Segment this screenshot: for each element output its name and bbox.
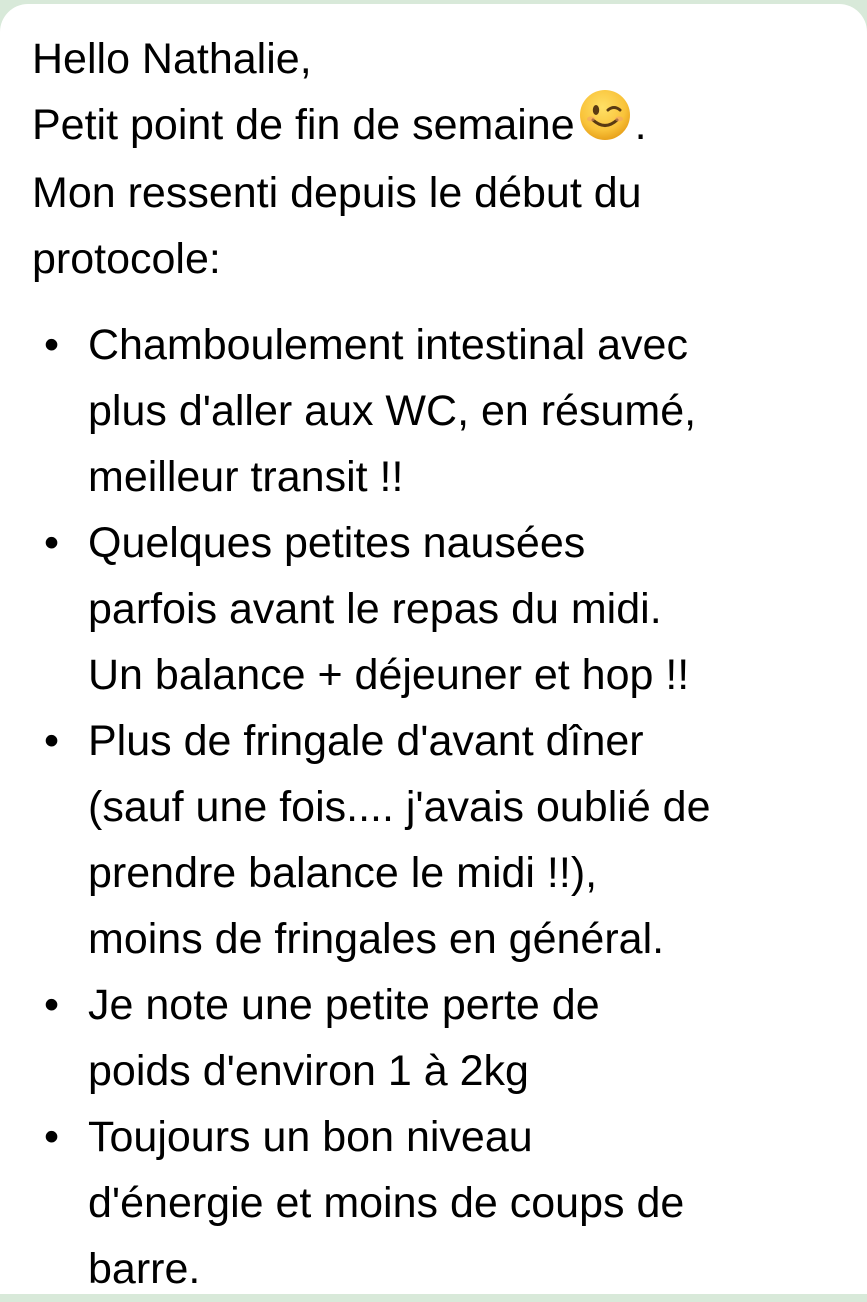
list-item-line: prendre balance le midi !!), [88, 849, 598, 898]
greeting-text: Hello Nathalie, [32, 35, 312, 83]
bullet-icon: • [44, 519, 60, 568]
list-item-line: parfois avant le repas du midi. [88, 585, 662, 634]
intro-text: Petit point de fin de semaine [32, 101, 575, 149]
list-item-line: Plus de fringale d'avant dîner [88, 717, 644, 766]
intro-line-1 [32, 92, 847, 160]
list-item-line: Chamboulement intestinal avec [88, 321, 688, 370]
list-item [32, 972, 847, 1104]
list-item-line: moins de fringales en général. [88, 915, 665, 964]
bullet-icon: • [44, 321, 60, 370]
list-item-line: Je note une petite perte de [88, 981, 600, 1030]
bullet-icon: • [44, 981, 60, 1030]
list-item [32, 510, 847, 708]
list-item [32, 312, 847, 510]
winking-face-icon [579, 89, 631, 160]
list-item-line: (sauf une fois.... j'avais oublié de [88, 783, 711, 832]
intro-line-2: Mon ressenti depuis le début du [32, 169, 642, 218]
list-item-line: d'énergie et moins de coups de [88, 1179, 685, 1228]
intro-period: . [634, 101, 647, 149]
intro-line-3: protocole: [32, 235, 221, 284]
list-item-line: Un balance + déjeuner et hop !! [88, 651, 690, 700]
bullet-list [32, 312, 847, 1302]
list-item-line: Toujours un bon niveau [88, 1113, 533, 1162]
bullet-icon: • [44, 717, 60, 766]
list-item-line: plus d'aller aux WC, en résumé, [88, 387, 697, 436]
list-item-line: Quelques petites nausées [88, 519, 586, 568]
list-item-line: poids d'environ 1 à 2kg [88, 1047, 529, 1096]
list-item [32, 1104, 847, 1302]
message-intro [32, 26, 847, 292]
list-item-line: barre. [88, 1245, 201, 1294]
message-bubble[interactable] [0, 4, 867, 1294]
list-item [32, 708, 847, 972]
bullet-icon: • [44, 1113, 60, 1162]
list-item-line: meilleur transit !! [88, 453, 404, 502]
